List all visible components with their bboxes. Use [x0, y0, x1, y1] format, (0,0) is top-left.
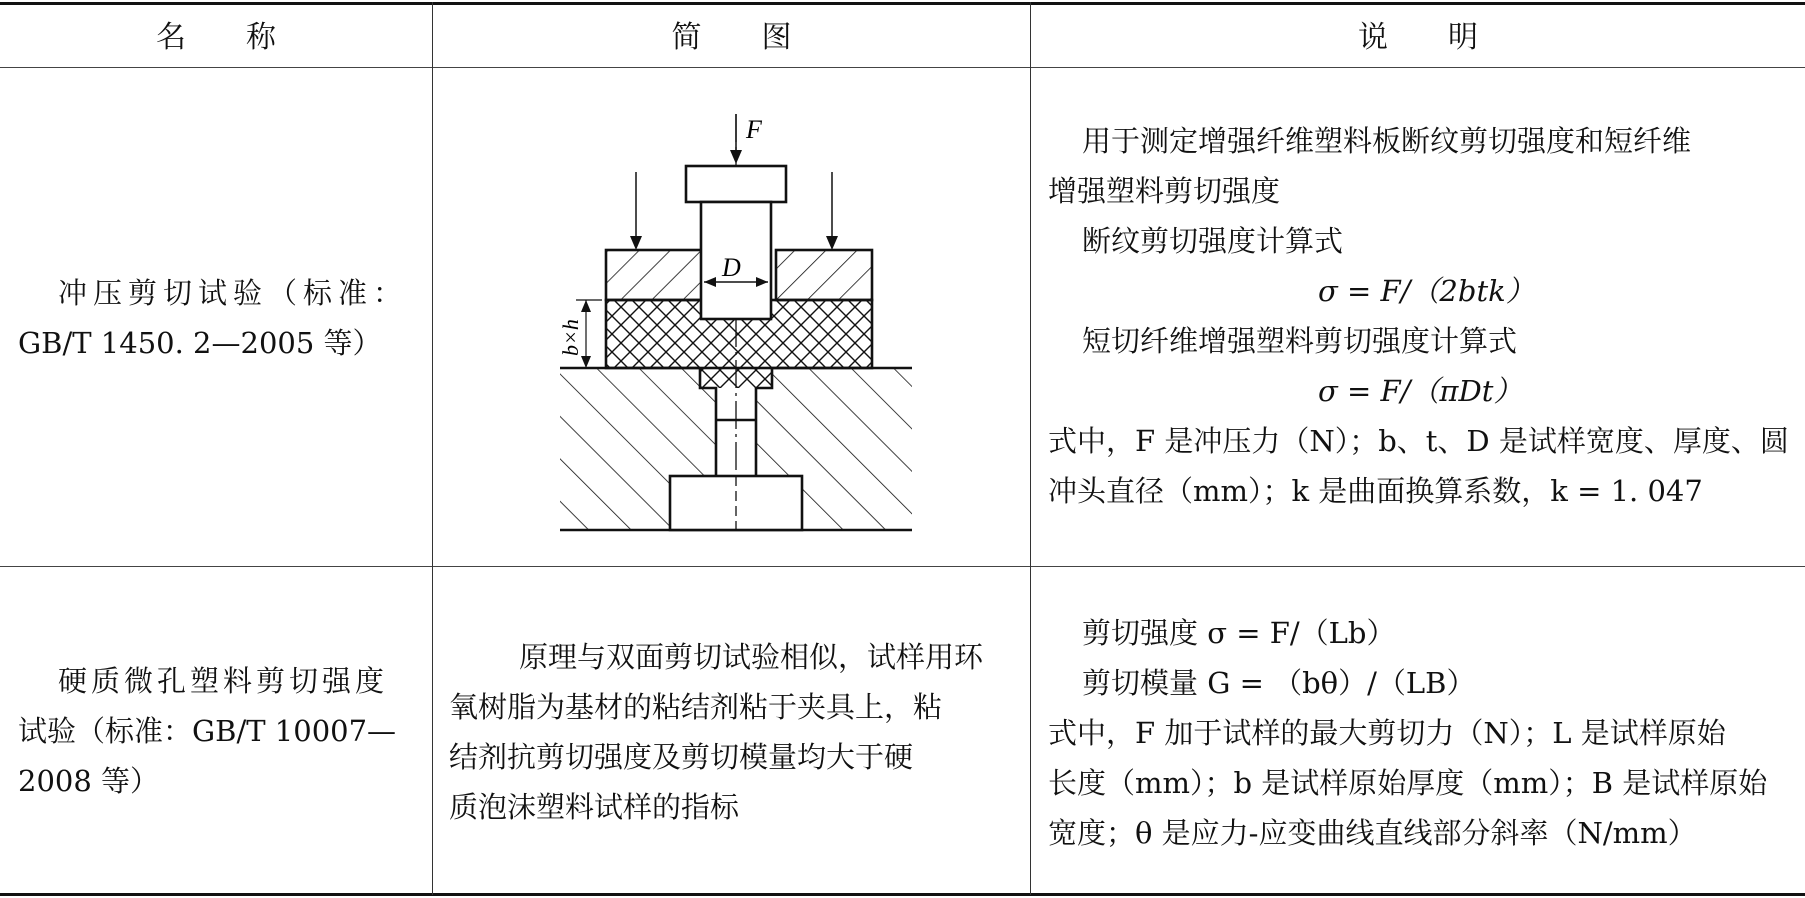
diameter-label: D: [722, 253, 741, 282]
note-line: 宽度；θ 是应力-应变曲线直线部分斜率（N/mm）: [1048, 816, 1697, 850]
note-line: 式中，F 是冲压力（N）；b、t、D 是试样宽度、厚度、圆: [1048, 424, 1789, 458]
upper-clamp-left: [606, 250, 702, 300]
upper-clamp-right: [776, 250, 872, 300]
column-divider-2: [1030, 2, 1031, 895]
header-note: 说 明: [1358, 20, 1478, 55]
note-line: 断纹剪切强度计算式: [1082, 224, 1344, 258]
row2-notes: [1048, 608, 1788, 858]
punch-shear-diagram: [540, 100, 930, 540]
text-line: 质泡沫塑料试样的指标: [449, 790, 740, 824]
row2-name-line2: 试验（标准：GB/T 10007—: [18, 714, 397, 748]
note-line: 短切纤维增强塑料剪切强度计算式: [1082, 324, 1518, 358]
force-label: F: [746, 115, 762, 144]
row2-name-line3: 2008 等）: [18, 764, 160, 798]
text-line: 原理与双面剪切试验相似，试样用环: [519, 640, 984, 674]
note-line: 式中，F 加于试样的最大剪切力（N）；L 是试样原始: [1048, 716, 1726, 750]
note-line: 用于测定增强纤维塑料板断纹剪切强度和短纤维: [1082, 124, 1692, 158]
note-line: 冲头直径（mm）；k 是曲面换算系数，k = 1. 047: [1048, 474, 1703, 508]
right-load-arrow-icon: [826, 236, 838, 250]
row-divider: [0, 566, 1805, 567]
row1-name: [18, 268, 413, 368]
header-name: 名 称: [156, 20, 276, 55]
table-bottom-rule: [0, 893, 1805, 896]
formula-line: 剪切强度 σ = F/（Lb）: [1082, 616, 1396, 650]
note-line: 长度（mm）；b 是试样原始厚度（mm）；B 是试样原始: [1048, 766, 1768, 800]
note-line: 增强塑料剪切强度: [1048, 174, 1281, 208]
thickness-label: b×h: [558, 319, 583, 356]
column-divider-1: [432, 2, 433, 895]
left-load-arrow-icon: [630, 236, 642, 250]
text-line: 结剂抗剪切强度及剪切模量均大于硬: [449, 740, 914, 774]
header-diagram: 简 图: [671, 20, 792, 55]
formula-line: 剪切模量 G = （bθ）/（LB）: [1082, 666, 1476, 700]
row2-name-line1: 硬质微孔塑料剪切强度: [58, 664, 389, 698]
row2-diagram-text: [449, 632, 1019, 832]
force-arrow-icon: [730, 150, 742, 164]
punch-head: [686, 166, 786, 202]
row1-notes: [1048, 116, 1788, 516]
row1-name-line2: GB/T 1450. 2—2005 等）: [18, 326, 382, 360]
row1-name-line1: 冲压剪切试验（标准：: [58, 276, 409, 310]
text-line: 氧树脂为基材的粘结剂粘于夹具上，粘: [449, 690, 943, 724]
formula-line: σ = F/（πDt）: [1318, 374, 1523, 408]
header-bottom-rule: [0, 67, 1805, 68]
formula-line: σ = F/（2btk）: [1318, 274, 1535, 308]
row2-name: [18, 656, 413, 806]
